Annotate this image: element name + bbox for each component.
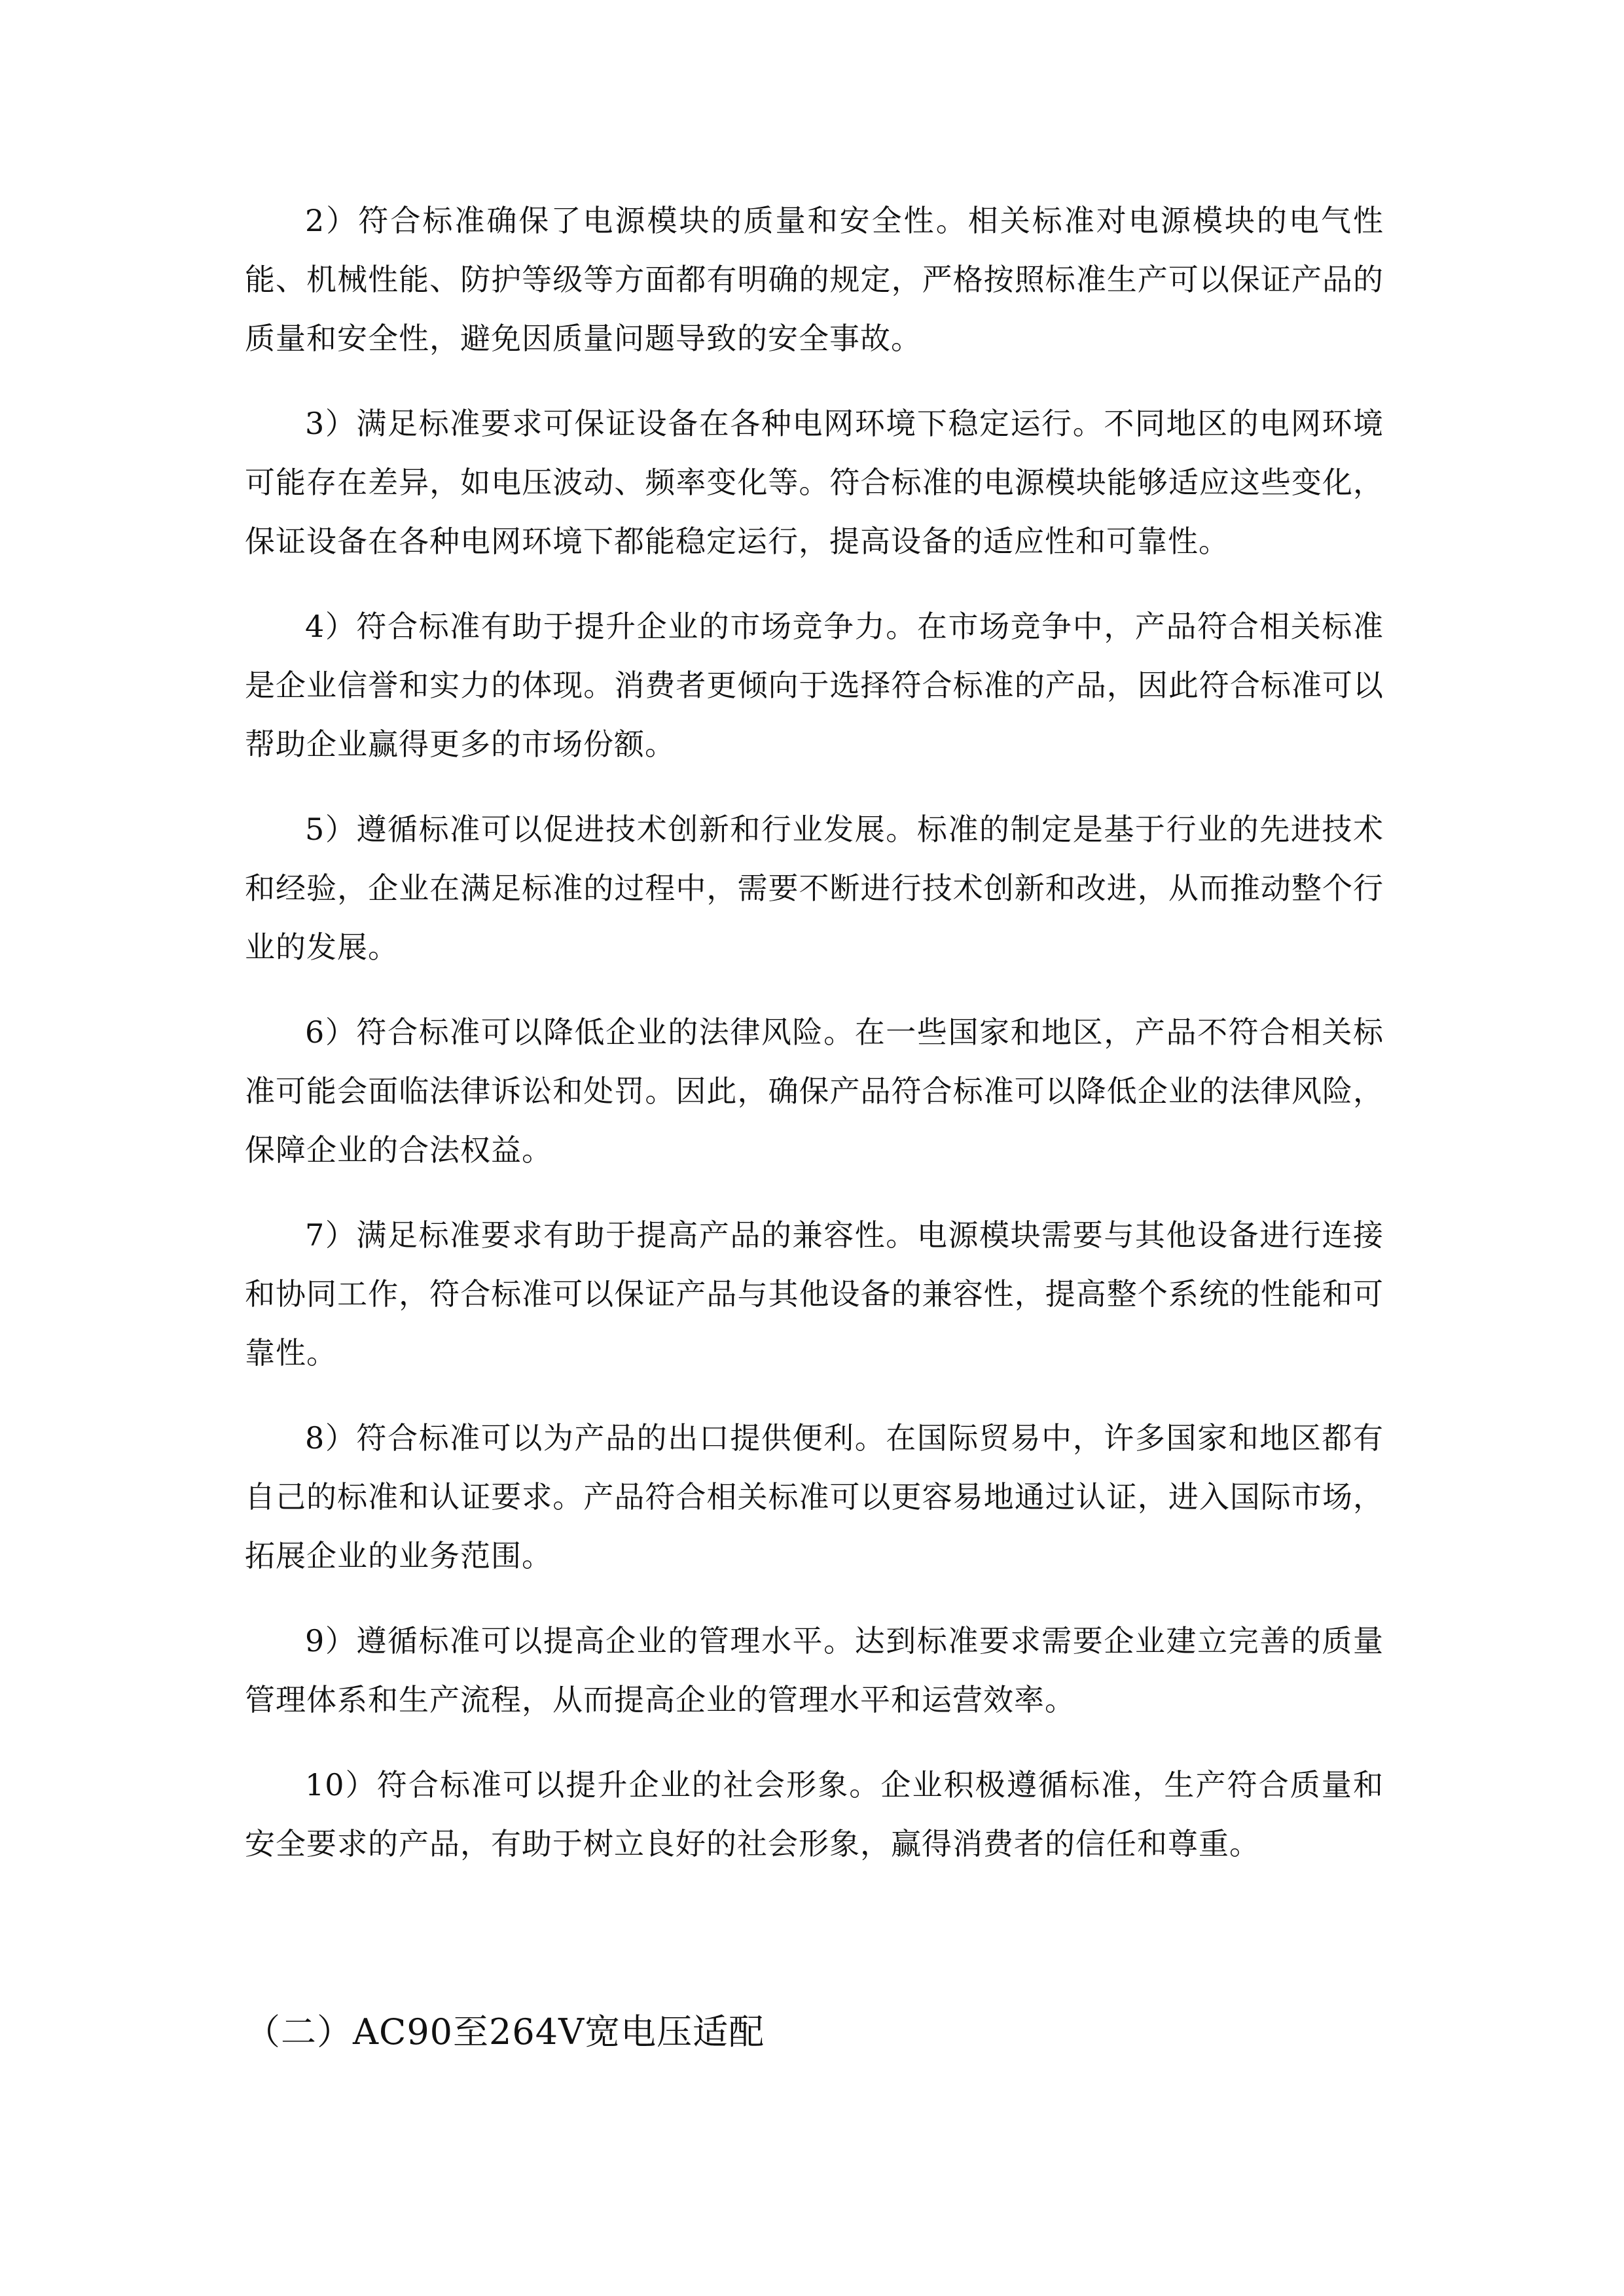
paragraph-10: 10）符合标准可以提升企业的社会形象。企业积极遵循标准，生产符合质量和安全要求的产品，有助于树立良好的社会形象，赢得消费者的信任和尊重。 [245,1767,1384,1861]
paragraph-9: 9）遵循标准可以提高企业的管理水平。达到标准要求需要企业建立完善的质量管理体系和生产流程，从而提高企业的管理水平和运营效率。 [245,1623,1384,1717]
paragraph-4: 4）符合标准有助于提升企业的市场竞争力。在市场竞争中，产品符合相关标准是企业信誉和实力的体现。消费者更倾向于选择符合标准的产品，因此符合标准可以帮助企业赢得更多的市场份额。 [245,609,1384,762]
paragraph-3: 3）满足标准要求可保证设备在各种电网环境下稳定运行。不同地区的电网环境可能存在差异，如电压波动、频率变化等。符合标准的电源模块能够适应这些变化，保证设备在各种电网环境下都能稳定运行，提高设备的适应性和可靠性。 [245,406,1384,559]
paragraph-8: 8）符合标准可以为产品的出口提供便利。在国际贸易中，许多国家和地区都有自己的标准和认证要求。产品符合相关标准可以更容易地通过认证，进入国际市场，拓展企业的业务范围。 [245,1420,1384,1573]
section-heading: （二）AC90至264V宽电压适配 [245,2011,765,2053]
paragraph-7: 7）满足标准要求有助于提高产品的兼容性。电源模块需要与其他设备进行连接和协同工作，符合标准可以保证产品与其他设备的兼容性，提高整个系统的性能和可靠性。 [245,1217,1384,1371]
document-body [245,191,1384,1899]
paragraph-5: 5）遵循标准可以促进技术创新和行业发展。标准的制定是基于行业的先进技术和经验，企业在满足标准的过程中，需要不断进行技术创新和改进，从而推动整个行业的发展。 [245,812,1384,965]
paragraph-2: 2）符合标准确保了电源模块的质量和安全性。相关标准对电源模块的电气性能、机械性能、防护等级等方面都有明确的规定，严格按照标准生产可以保证产品的质量和安全性，避免因质量问题导致的安全事故。 [245,203,1384,356]
paragraph-6: 6）符合标准可以降低企业的法律风险。在一些国家和地区，产品不符合相关标准可能会面临法律诉讼和处罚。因此，确保产品符合标准可以降低企业的法律风险，保障企业的合法权益。 [245,1014,1384,1168]
